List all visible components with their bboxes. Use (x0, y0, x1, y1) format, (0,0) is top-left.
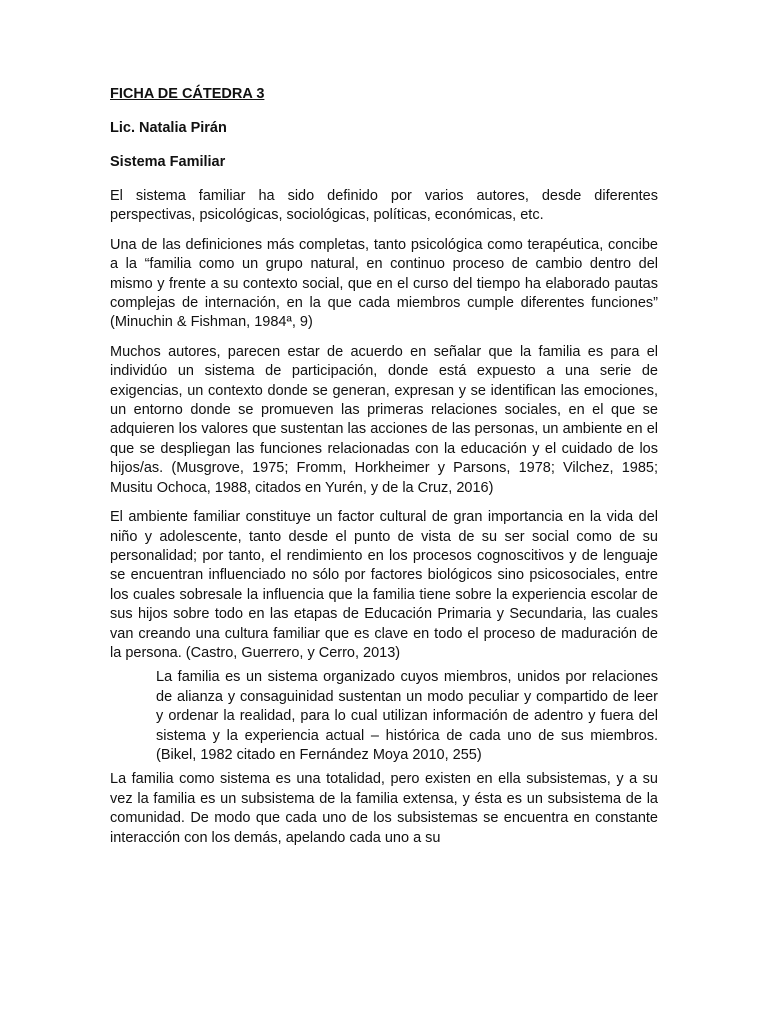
document-title: FICHA DE CÁTEDRA 3 (110, 86, 265, 102)
paragraph-3: Muchos autores, parecen estar de acuerdo en señalar que la familia es para el individúo un sistema de participación, donde está expuesto a una serie de exigencias, un contexto donde se generan, expresan y se identifican las emociones, un entorno donde se promueven las primeras relaciones sociales, en el que se adquieren los valores que sustentan las acciones de las personas, un ambiente en el que se despliegan las funciones relacionadas con la educación y el cuidado de los hijos/as. (Musgrove, 1975; Fromm, Horkheimer y Parsons, 1978; Vilchez, 1985; Musitu Ochoca, 1988, citados en Yurén, y de la Cruz, 2016) (110, 343, 658, 496)
paragraph-4: El ambiente familiar constituye un factor cultural de gran importancia en la vida del niño y adolescente, tanto desde el punto de vista de su ser social como de su personalidad; por tanto, el rendimiento en los procesos cognoscitivos y de lenguaje se encuentran influenciado no sólo por factores biológicos sino psicosociales, entre los cuales sobresale la influencia que la familia tiene sobre la experiencia escolar de sus hijos sobre todo en las etapas de Educación Primaria y Secundaria, las cuales van creando una cultura familiar que es clave en todo el proceso de maduración de la persona. (Castro, Guerrero, y Cerro, 2013) (110, 509, 658, 661)
block-quote: La familia es un sistema organizado cuyos miembros, unidos por relaciones de alianza y consaguinidad sustentan un modo peculiar y compartido de leer y ordenar la realidad, para lo cual utilizan información de adentro y fuera del sistema y la experiencia actual – histórica de cada uno de sus miembros. (Bikel, 1982 citado en Fernández Moya 2010, 255) (156, 669, 658, 763)
paragraph-5: La familia como sistema es una totalidad, pero existen en ella subsistemas, y a su vez la familia es un subsistema de la familia extensa, y ésta es un subsistema de la comunidad. De modo que cada uno de los subsistemas se encuentra en constante interacción con los demás, apelando cada uno a su (110, 771, 658, 846)
document-author: Lic. Natalia Pirán (110, 120, 227, 136)
paragraph-1: El sistema familiar ha sido definido por varios autores, desde diferentes perspectivas, psicológicas, sociológicas, políticas, económicas, etc. (110, 188, 658, 224)
paragraph-2: Una de las definiciones más completas, tanto psicológica como terapéutica, concibe a la “familia como un grupo natural, en continuo proceso de cambio dentro del mismo y frente a su contexto social, que en el curso del tiempo ha elaborado pautas complejas de internación, en la que cada miembros cumple diferentes funciones” (Minuchin & Fishman, 1984ª, 9) (110, 236, 658, 331)
document-page (110, 84, 658, 848)
section-title: Sistema Familiar (110, 154, 226, 170)
